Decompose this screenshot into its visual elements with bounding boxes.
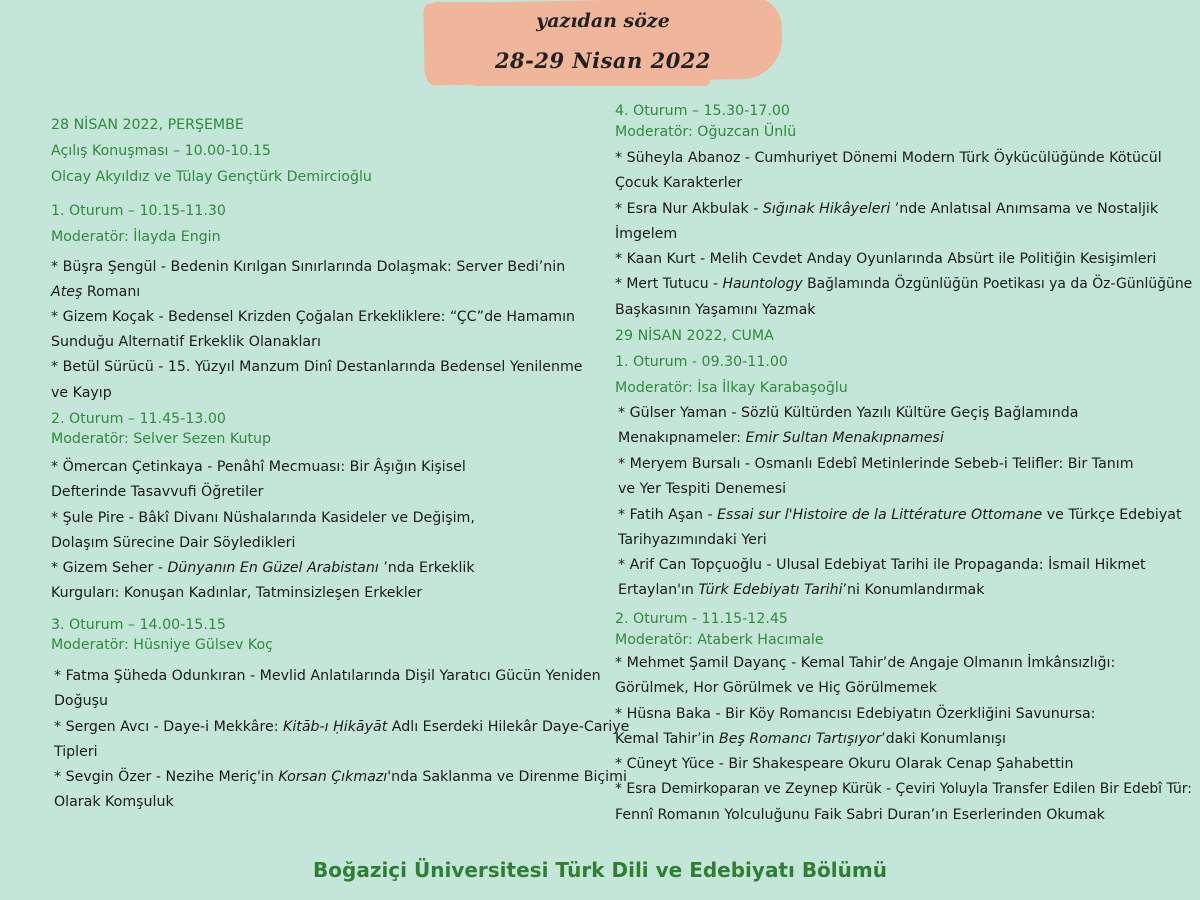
paper-entry-cont: Dolaşım Sürecine Dair Söyledikleri — [51, 535, 296, 551]
paper-entry: * Cüneyt Yüce - Bir Shakespeare Okuru Olarak Cenap Şahabettin — [615, 756, 1074, 772]
paper-entry: * Süheyla Abanoz - Cumhuriyet Dönemi Modern Türk Öykücülüğünde Kötücül — [615, 150, 1162, 166]
session-time: 2. Oturum – 11.45-13.00 — [51, 411, 226, 427]
paper-entry: * Sergen Avcı - Daye-i Mekkâre: Kitāb-ı Ḥikāyāt Adlı Eserdeki Hilekâr Daye-Cariye — [54, 719, 630, 735]
paper-entry-cont: Görülmek, Hor Görülmek ve Hiç Görülmemek — [615, 680, 937, 696]
opening-time: Açılış Konuşması – 10.00-10.15 — [51, 143, 271, 159]
day-heading: 28 NİSAN 2022, PERŞEMBE — [51, 117, 244, 133]
paper-entry-cont: Tarihyazımındaki Yeri — [618, 532, 767, 548]
paper-entry: * Fatih Aşan - Essai sur l'Histoire de la Littérature Ottomane ve Türkçe Edebiyat — [618, 507, 1182, 523]
session-moderator: Moderatör: Oğuzcan Ünlü — [615, 124, 797, 140]
paper-entry-cont: ve Yer Tespiti Denemesi — [618, 481, 787, 497]
session-time: 1. Oturum – 10.15-11.30 — [51, 203, 226, 219]
session-time: 3. Oturum – 14.00-15.15 — [51, 617, 226, 633]
paper-entry: * Arif Can Topçuoğlu - Ulusal Edebiyat Tarihi ile Propaganda: İsmail Hikmet — [618, 557, 1146, 573]
paper-entry-cont: Ateş Romanı — [51, 284, 141, 300]
session-time: 2. Oturum - 11.15-12.45 — [615, 611, 788, 627]
event-title: yazıdan söze — [536, 10, 670, 32]
event-date: 28-29 Nisan 2022 — [494, 48, 712, 73]
paper-entry: * Sevgin Özer - Nezihe Meriç'in Korsan Çıkmazı'nda Saklanma ve Direnme Biçimi — [54, 769, 627, 785]
session-time: 1. Oturum - 09.30-11.00 — [615, 354, 788, 370]
department-footer: Boğaziçi Üniversitesi Türk Dili ve Edebiyatı Bölümü — [313, 858, 887, 882]
paper-entry: * Hüsna Baka - Bir Köy Romancısı Edebiyatın Özerkliğini Savunursa: — [615, 706, 1096, 722]
paper-entry-cont: Başkasının Yaşamını Yazmak — [615, 302, 816, 318]
paper-entry-cont: Fennî Romanın Yolculuğunu Faik Sabri Duran’ın Eserlerinden Okumak — [615, 807, 1105, 823]
paper-entry: * Kaan Kurt - Melih Cevdet Anday Oyunlarında Absürt ile Politiğin Kesişimleri — [615, 251, 1157, 267]
paper-entry-cont: Kurguları: Konuşan Kadınlar, Tatminsizleşen Erkekler — [51, 585, 423, 601]
paper-entry-cont: Çocuk Karakterler — [615, 175, 743, 191]
paper-entry-cont: İmgelem — [615, 226, 678, 242]
paper-entry: * Gizem Koçak - Bedensel Krizden Çoğalan Erkekliklere: “ÇC”de Hamamın — [51, 309, 576, 325]
session-moderator: Moderatör: Ataberk Hacımale — [615, 632, 824, 648]
paper-entry-cont: Tipleri — [54, 744, 98, 760]
paper-entry: * Gizem Seher - Dünyanın En Güzel Arabistanı ’nda Erkeklik — [51, 560, 475, 576]
session-moderator: Moderatör: Selver Sezen Kutup — [51, 431, 272, 447]
paper-entry-cont: Doğuşu — [54, 693, 108, 709]
paper-entry: * Esra Demirkoparan ve Zeynep Kürük - Çeviri Yoluyla Transfer Edilen Bir Edebî Tür: — [615, 781, 1192, 797]
day-heading: 29 NİSAN 2022, CUMA — [615, 328, 774, 344]
paper-entry-cont: ve Kayıp — [51, 385, 112, 401]
paper-entry: * Meryem Bursalı - Osmanlı Edebî Metinlerinde Sebeb-i Telifler: Bir Tanım — [618, 456, 1134, 472]
session-moderator: Moderatör: İlayda Engin — [51, 229, 221, 245]
paper-entry-cont: Kemal Tahir’in Beş Romancı Tartışıyor’daki Konumlanışı — [615, 731, 1007, 747]
paper-entry-cont: Ertaylan'ın Türk Edebiyatı Tarihi’ni Konumlandırmak — [618, 582, 985, 598]
paper-entry: * Büşra Şengül - Bedenin Kırılgan Sınırlarında Dolaşmak: Server Bedi’nin — [51, 259, 566, 275]
paper-entry: * Ömercan Çetinkaya - Penâhî Mecmuası: Bir Âşığın Kişisel — [51, 459, 466, 475]
paper-entry-cont: Sunduğu Alternatif Erkeklik Olanakları — [51, 334, 321, 350]
paper-entry-cont: Olarak Komşuluk — [54, 794, 174, 810]
paper-entry: * Mehmet Şamil Dayanç - Kemal Tahir’de Angaje Olmanın İmkânsızlığı: — [615, 655, 1116, 671]
session-time: 4. Oturum – 15.30-17.00 — [615, 103, 790, 119]
paper-entry: * Gülser Yaman - Sözlü Kültürden Yazılı Kültüre Geçiş Bağlamında — [618, 405, 1079, 421]
session-moderator: Moderatör: Hüsniye Gülsev Koç — [51, 637, 273, 653]
paper-entry: * Şule Pire - Bâkî Divanı Nüshalarında Kasideler ve Değişim, — [51, 510, 475, 526]
opening-speakers: Olcay Akyıldız ve Tülay Gençtürk Demircioğlu — [51, 169, 372, 185]
session-moderator: Moderatör: İsa İlkay Karabaşoğlu — [615, 380, 848, 396]
banner-brush-streak — [470, 76, 710, 86]
paper-entry: * Esra Nur Akbulak - Sığınak Hikâyeleri ’nde Anlatısal Anımsama ve Nostaljik — [615, 201, 1159, 217]
paper-entry: * Betül Sürücü - 15. Yüzyıl Manzum Dinî Destanlarında Bedensel Yenilenme — [51, 359, 583, 375]
paper-entry: * Fatma Şüheda Odunkıran - Mevlid Anlatılarında Dişil Yaratıcı Gücün Yeniden — [54, 668, 601, 684]
paper-entry-cont: Menakıpnameler: Emir Sultan Menakıpnamesi — [618, 430, 944, 446]
paper-entry: * Mert Tutucu - Hauntology Bağlamında Özgünlüğün Poetikası ya da Öz-Günlüğüne — [615, 276, 1193, 292]
paper-entry-cont: Defterinde Tasavvufi Öğretiler — [51, 484, 264, 500]
